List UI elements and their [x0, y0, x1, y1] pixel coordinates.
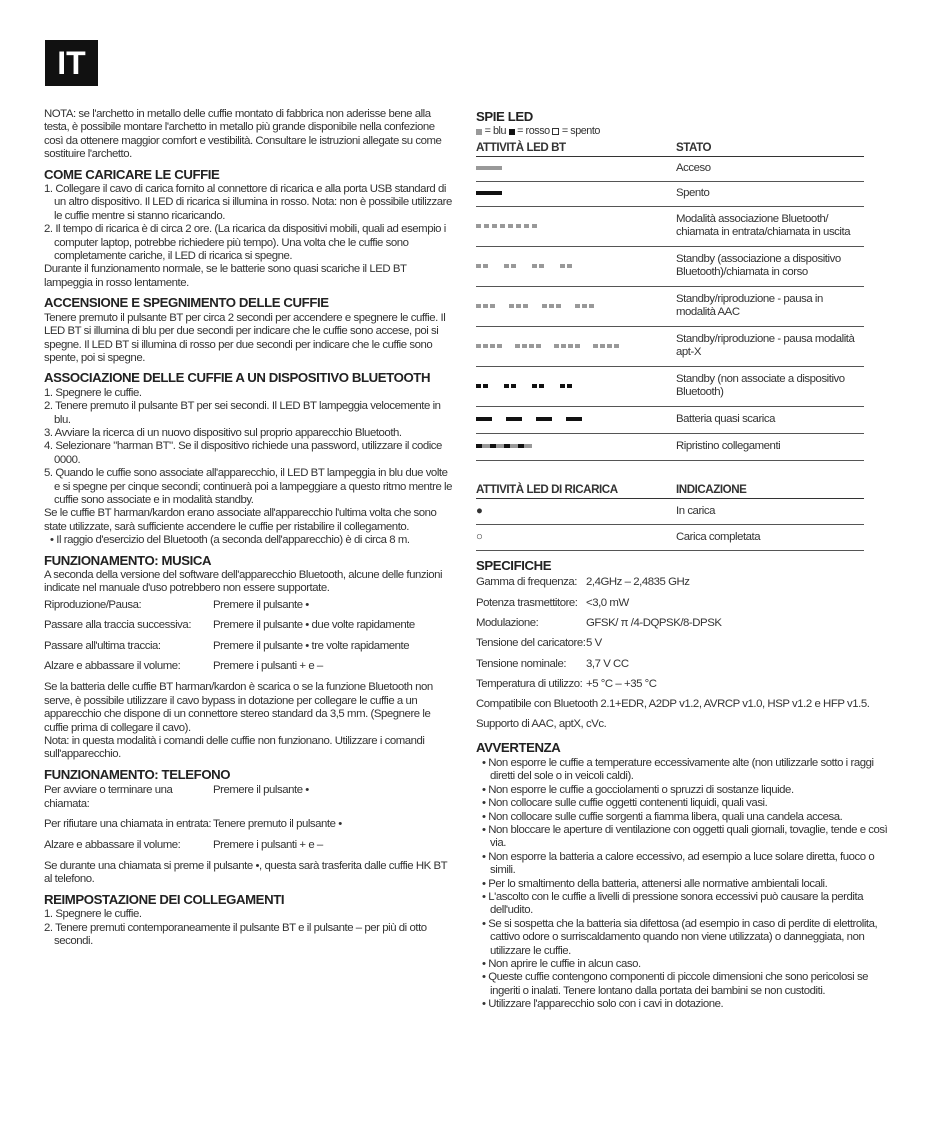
list-item: 3. Avviare la ricerca di un nuovo dispositivo sul proprio apparecchio Bluetooth.	[44, 426, 402, 439]
list-item: • Non esporre le cuffie a gocciolamenti o spruzzi di sostanze liquide.	[476, 784, 888, 797]
phone-controls	[44, 784, 456, 852]
led-segment	[560, 264, 565, 268]
led-segment	[524, 224, 529, 228]
phone-title: FUNZIONAMENTO: TELEFONO	[44, 766, 231, 782]
charge-title: COME CARICARE LE CUFFIE	[44, 166, 220, 182]
charge-list	[44, 183, 456, 263]
led-segment	[511, 264, 516, 268]
control-key: Passare alla traccia successiva:	[44, 619, 192, 632]
led-segment	[509, 304, 514, 308]
pair-bullets	[44, 534, 456, 547]
charge-col2-header: INDICAZIONE	[676, 481, 864, 499]
red-swatch	[509, 129, 515, 135]
led-state: Batteria quasi scarica	[676, 406, 864, 433]
reset-list	[44, 908, 456, 948]
led-segment	[575, 304, 580, 308]
led-segment	[490, 344, 495, 348]
led-segment	[567, 384, 572, 388]
legend-blue: = blu	[484, 125, 507, 138]
led-state: Standby (associazione a dispositivo Bluetooth)/chiamata in corso	[676, 246, 864, 286]
led-segment	[522, 344, 527, 348]
note-text: NOTA: se l'archetto in metallo delle cuffie montato di fabbrica non aderisse bene alla testa, è possibile montare l'archetto in metallo più grande disponibile nella confezione così da ottenere maggior comfort e vestibilità. Consultare le istruzioni allegate su come sostituire l'archetto.	[44, 108, 442, 161]
led-segment	[492, 224, 497, 228]
list-item: 2. Tenere premuto il pulsante BT per sei secondi. Il LED BT lampeggia velocemente in blu.	[44, 400, 441, 426]
led-segment	[568, 344, 573, 348]
led-segment	[504, 384, 509, 388]
power-text: Tenere premuto il pulsante BT per circa 2 secondi per accendere e spegnere le cuffie. Il LED BT si illumina di blu per due secondi per indicare che le cuffie sono accese, poi si spegne. Il LED BT si illumina di rosso per due secondi per indicare che le cuffie sono spente, poi si spegne.	[44, 311, 446, 364]
led-segment	[483, 304, 488, 308]
led-segment	[510, 444, 518, 448]
led-state: Ripristino collegamenti	[676, 433, 864, 460]
led-segment	[539, 264, 544, 268]
charge-after-text: Durante il funzionamento normale, se le batterie sono quasi scariche il LED BT lampeggia in rosso lentamente.	[44, 263, 407, 289]
list-item: • Se si sospetta che la batteria sia difettosa (ad esempio in caso di perdite di elettrolita, cattivo odore o surriscaldamento quando non viene utilizzata) o danneggiata, non utilizzare le cuffie.	[476, 918, 888, 958]
table-row	[476, 433, 864, 460]
list-item: • Non bloccare le aperture di ventilazione con oggetti quali giornali, tovaglie, tende e così via.	[476, 824, 888, 851]
spec-value: 5 V	[586, 637, 602, 650]
list-item: • Il raggio d'esercizio del Bluetooth (a seconda dell'apparecchio) è di circa 8 m.	[44, 534, 456, 547]
led-state: Standby/riproduzione - pausa modalità apt-X	[676, 326, 864, 366]
pair-list	[44, 387, 456, 508]
led-segment	[561, 344, 566, 348]
table-row	[476, 406, 864, 433]
control-value: Premere il pulsante • tre volte rapidamente	[213, 639, 410, 652]
led-segment	[497, 344, 502, 348]
table-row	[476, 206, 864, 246]
led-segment	[500, 224, 505, 228]
list-item: • Non aprire le cuffie in alcun caso.	[476, 958, 888, 971]
led-segment	[515, 344, 520, 348]
led-legend	[476, 125, 888, 138]
led-segment	[483, 384, 488, 388]
spec-key: Tensione nominale:	[476, 657, 567, 670]
control-key: Per rifiutare una chiamata in entrata:	[44, 818, 212, 831]
led-state: Standby/riproduzione - pausa in modalità AAC	[676, 286, 864, 326]
table-row	[476, 156, 864, 181]
led-title: SPIE LED	[476, 109, 533, 124]
pair-after-text: Se le cuffie BT harman/kardon erano associate all'apparecchio l'ultima volta che sono state utilizzate, sarà sufficiente accendere le cuffie per ristabilire il collegamento.	[44, 507, 437, 533]
led-segment	[582, 304, 587, 308]
list-item: • Non esporre le cuffie a temperature eccessivamente alte (non utilizzarle sotto i raggi diretti del sole o in veicoli caldi).	[476, 757, 888, 784]
spec-value: <3,0 mW	[586, 596, 629, 609]
list-item: • Utilizzare l'apparecchio solo con i cavi in dotazione.	[476, 998, 888, 1011]
list-item: • L'ascolto con le cuffie a livelli di pressione sonora eccessivi può causare la perdita dell'udito.	[476, 891, 888, 918]
led-segment	[542, 304, 547, 308]
led-col2-header: STATO	[676, 139, 864, 157]
led-segment	[483, 264, 488, 268]
led-pattern	[476, 326, 676, 366]
led-segment	[496, 444, 504, 448]
led-segment	[476, 264, 481, 268]
list-item: 1. Collegare il cavo di carica fornito al connettore di ricarica e alla porta USB standard di un altro dispositivo. Il LED di ricarica si illumina in rosso. Nota: non è possibile utilizzare le cuffie mentre si stanno ricaricando.	[44, 183, 452, 222]
list-item: • Per lo smaltimento della batteria, attenersi alle normative ambientali locali.	[476, 878, 888, 891]
led-segment	[516, 224, 521, 228]
led-segment	[575, 344, 580, 348]
list-item: 4. Selezionare "harman BT". Se il dispositivo richiede una password, utilizzare il codice 0000.	[44, 440, 442, 466]
led-segment	[567, 264, 572, 268]
spec-value: 3,7 V CC	[586, 657, 629, 670]
left-column	[44, 108, 456, 948]
list-item: • Non collocare sulle cuffie sorgenti a fiamma libera, quali una candela accesa.	[476, 811, 888, 824]
spec-value: +5 °C – +35 °C	[586, 678, 657, 691]
spec-title: SPECIFICHE	[476, 557, 552, 573]
table-row	[476, 246, 864, 286]
led-segment	[504, 264, 509, 268]
power-title: ACCENSIONE E SPEGNIMENTO DELLE CUFFIE	[44, 295, 329, 311]
spec-list	[476, 576, 888, 691]
led-segment	[593, 344, 598, 348]
led-segment	[614, 344, 619, 348]
spec-key: Modulazione:	[476, 617, 539, 630]
warning-list	[476, 757, 888, 1012]
led-segment	[532, 264, 537, 268]
led-segment	[476, 384, 481, 388]
led-segment	[484, 224, 489, 228]
list-item: 2. Tenere premuti contemporaneamente il pulsante BT e il pulsante – per più di otto secondi.	[44, 921, 427, 947]
led-pattern	[476, 181, 676, 206]
led-segment	[476, 166, 502, 170]
warning-title: AVVERTENZA	[476, 740, 561, 756]
led-segment	[476, 191, 502, 195]
led-segment	[607, 344, 612, 348]
list-item: • Non esporre la batteria a calore eccessivo, ad esempio a luce solare diretta, fuoco o simili.	[476, 851, 888, 878]
list-item: 2. Il tempo di ricarica è di circa 2 ore. (La ricarica da dispositivi mobili, quali ad esempio i computer laptop, potrebbe richiedere più tempo). Una volta che le cuffie sono completamente cariche, il LED di ricarica si spegne.	[44, 223, 446, 263]
led-segment	[476, 344, 481, 348]
spec-key: Potenza trasmettitore:	[476, 596, 578, 609]
control-value: Premere il pulsante •	[213, 598, 309, 611]
led-state: Modalità associazione Bluetooth/ chiamata in entrata/chiamata in uscita	[676, 206, 864, 246]
led-segment	[508, 224, 513, 228]
led-pattern	[476, 156, 676, 181]
led-col1-header: ATTIVITÀ LED BT	[476, 139, 676, 157]
charge-symbol: ○	[476, 524, 676, 550]
charge-symbol: ●	[476, 498, 676, 524]
control-value: Premere i pulsanti + e –	[213, 838, 323, 851]
led-pattern	[476, 206, 676, 246]
control-key: Passare all'ultima traccia:	[44, 639, 161, 652]
charge-col1-header: ATTIVITÀ LED DI RICARICA	[476, 481, 676, 499]
led-pattern	[476, 246, 676, 286]
list-item: 5. Quando le cuffie sono associate all'apparecchio, il LED BT lampeggia in blu due volte e si spegne per cinque secondi; continuerà poi a lampeggiare a questo ritmo mentre le cuffie sono associate e in modalità standby.	[44, 467, 453, 506]
led-segment	[536, 344, 541, 348]
led-segment	[524, 444, 532, 448]
phone-after-text: Se durante una chiamata si preme il pulsante •, questa sarà trasferita dalle cuffie HK BT al telefono.	[44, 859, 447, 886]
control-key: Riproduzione/Pausa:	[44, 598, 142, 611]
control-key: Alzare e abbassare il volume:	[44, 660, 181, 673]
led-segment	[511, 384, 516, 388]
table-row	[476, 181, 864, 206]
spec-compat: Compatibile con Bluetooth 2.1+EDR, A2DP v1.2, AVRCP v1.0, HSP v1.2 e HFP v1.5.	[476, 697, 870, 710]
list-item: • Non collocare sulle cuffie oggetti contenenti liquidi, quali vasi.	[476, 797, 888, 810]
list-item: 1. Spegnere le cuffie.	[44, 386, 142, 399]
table-row	[476, 286, 864, 326]
led-segment	[600, 344, 605, 348]
led-table	[476, 139, 864, 461]
led-segment	[566, 417, 582, 421]
spec-key: Temperatura di utilizzo:	[476, 678, 583, 691]
led-segment	[476, 224, 481, 228]
charge-indication: In carica	[676, 498, 864, 524]
led-pattern	[476, 286, 676, 326]
spec-value: GFSK/ π /4-DQPSK/8-DPSK	[586, 617, 722, 630]
led-segment	[539, 384, 544, 388]
music-note: Nota: in questa modalità i comandi delle cuffie non funzionano. Utilizzare i comandi sull'apparecchio.	[44, 735, 425, 761]
legend-red: = rosso	[517, 125, 550, 138]
led-segment	[490, 304, 495, 308]
legend-off: = spento	[561, 125, 600, 138]
led-segment	[549, 304, 554, 308]
spec-value: 2,4GHz – 2,4835 GHz	[586, 576, 690, 589]
led-pattern	[476, 406, 676, 433]
music-after-text: Se la batteria delle cuffie BT harman/kardon è scarica o se la funzione Bluetooth non serve, è possibile utilizzare il cavo bypass in dotazione per collegare le cuffie a un apparecchio che dispone di un connettore stereo standard da 3,5 mm. (Spegnere le cuffie prima di collegare il cavo).	[44, 681, 433, 734]
led-pattern	[476, 433, 676, 460]
led-state: Acceso	[676, 156, 864, 181]
led-segment	[506, 417, 522, 421]
music-controls	[44, 599, 456, 674]
control-value: Premere il pulsante •	[213, 784, 309, 797]
led-segment	[476, 417, 492, 421]
led-pattern	[476, 366, 676, 406]
list-item: 1. Spegnere le cuffie.	[44, 908, 142, 921]
led-segment	[523, 304, 528, 308]
led-state: Spento	[676, 181, 864, 206]
music-intro: A seconda della versione del software dell'apparecchio Bluetooth, alcune delle funzioni indicate nel manuale d'uso potrebbero non essere supportate.	[44, 569, 443, 595]
led-segment	[589, 304, 594, 308]
spec-key: Gamma di frequenza:	[476, 576, 577, 589]
led-segment	[476, 304, 481, 308]
led-segment	[556, 304, 561, 308]
blue-swatch	[476, 129, 482, 135]
table-row	[476, 366, 864, 406]
led-segment	[532, 384, 537, 388]
spec-key: Tensione del caricatore:	[476, 637, 586, 650]
led-segment	[560, 384, 565, 388]
led-segment	[532, 224, 537, 228]
control-value: Premere i pulsanti + e –	[213, 660, 323, 673]
off-swatch	[552, 128, 559, 135]
list-item: • Queste cuffie contengono componenti di piccole dimensioni che sono pericolosi se ingeriti o inalati. Tenere lontano dalla portata dei bambini se non custoditi.	[476, 971, 888, 998]
right-column	[476, 108, 888, 1012]
led-segment	[482, 444, 490, 448]
led-segment	[529, 344, 534, 348]
charge-indication: Carica completata	[676, 524, 864, 550]
spec-support: Supporto di AAC, aptX, cVc.	[476, 718, 607, 731]
led-segment	[483, 344, 488, 348]
led-segment	[554, 344, 559, 348]
table-row	[476, 498, 864, 524]
control-key: Per avviare o terminare una chiamata:	[44, 784, 173, 810]
reset-title: REIMPOSTAZIONE DEI COLLEGAMENTI	[44, 891, 285, 907]
music-title: FUNZIONAMENTO: MUSICA	[44, 552, 212, 568]
control-value: Premere il pulsante • due volte rapidamente	[213, 619, 415, 632]
language-badge: IT	[45, 40, 98, 86]
table-row	[476, 524, 864, 550]
led-state: Standby (non associate a dispositivo Bluetooth)	[676, 366, 864, 406]
table-row	[476, 326, 864, 366]
led-segment	[516, 304, 521, 308]
control-key: Alzare e abbassare il volume:	[44, 838, 181, 851]
charge-led-table	[476, 481, 864, 551]
pair-title: ASSOCIAZIONE DELLE CUFFIE A UN DISPOSITIVO BLUETOOTH	[44, 370, 431, 386]
control-value: Tenere premuto il pulsante •	[213, 818, 342, 831]
led-segment	[536, 417, 552, 421]
